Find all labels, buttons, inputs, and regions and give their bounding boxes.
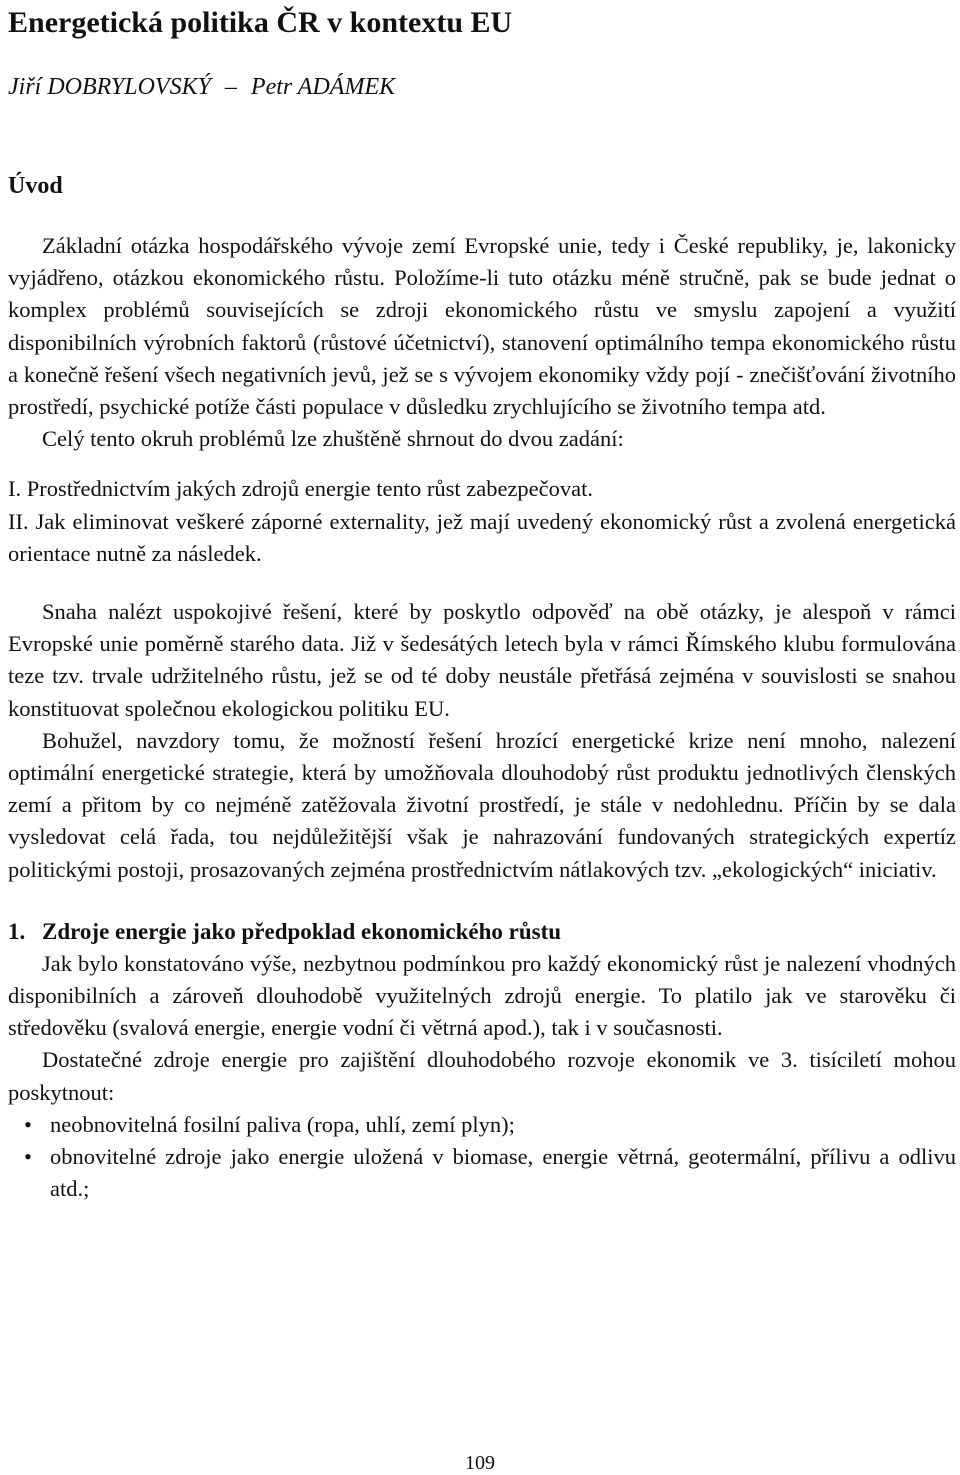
- section-heading-intro: Úvod: [8, 173, 63, 199]
- paragraph: Jak bylo konstatováno výše, nezbytnou podmínkou pro každý ekonomický růst je nalezení vhodných disponibilních a zároveň dlouhodobě využitelných zdrojů energie. To platilo jak ve starověku či středověku (svalová energie, energie vodní či větrná apod.), tak i v současnosti.: [8, 950, 956, 1041]
- chapter-heading: [8, 916, 956, 948]
- question-item: II. Jak eliminovat veškeré záporné externality, jež mají uvedený ekonomický růst a zvolená energetická orientace nutně za následek.: [8, 508, 956, 566]
- question-item: I. Prostřednictvím jakých zdrojů energie tento růst zabezpečovat.: [8, 476, 593, 502]
- paragraph: Základní otázka hospodářského vývoje zemí Evropské unie, tedy i České republiky, je, lakonicky vyjádřeno, otázkou ekonomického růstu. Položíme-li tuto otázku méně stručně, pak se bude jednat o komplex problémů souvisejících se zdroji ekonomického růstu ve smyslu zapojení a využití disponibilních výrobních faktorů (růstové účetnictví), stanovení optimálního tempa ekonomického růstu a konečně řešení všech negativních jevů, jež se s vývojem ekonomiky vždy pojí - znečišťování životního prostředí, psychické potíže části populace v důsledku zrychlujícího se životního tempa atd.: [8, 233, 956, 420]
- bullet-icon: •: [24, 1111, 32, 1137]
- bullet-icon: •: [24, 1144, 32, 1170]
- author-first: Jiří DOBRYLOVSKÝ: [8, 74, 211, 100]
- list-item-text: obnovitelné zdroje jako energie uložená v biomase, energie větrná, geotermální, přílivu a odlivu atd.;: [50, 1144, 956, 1202]
- page-number: 109: [465, 1452, 495, 1474]
- list-item-text: neobnovitelná fosilní paliva (ropa, uhlí, zemí plyn);: [50, 1111, 515, 1137]
- paragraph: Celý tento okruh problémů lze zhuštěně shrnout do dvou zadání:: [42, 426, 624, 452]
- article-body: [8, 230, 956, 1205]
- author-second: Petr ADÁMEK: [250, 74, 396, 100]
- chapter-number: 1.: [8, 918, 26, 944]
- list-item: [8, 1109, 956, 1141]
- author-separator: –: [224, 74, 237, 100]
- authors-line: [8, 72, 395, 102]
- list-item: [8, 1141, 956, 1205]
- paragraph: Bohužel, navzdory tomu, že možností řešení hrozící energetické krize není mnoho, nalezení optimální energetické strategie, která by umožňovala dlouhodobý růst produktu jednotlivých členských zemí a přitom by co nejméně zatěžovala životní prostředí, je stále v nedohlednu. Příčin by se dala vysledovat celá řada, tou nejdůležitější však je nahrazování fundovaných strategických expertíz politickými postoji, prosazovaných zejména prostřednictvím nátlakových tzv. „ekologických“ iniciativ.: [8, 727, 956, 882]
- article-title: Energetická politika ČR v kontextu EU: [8, 6, 513, 39]
- energy-sources-list: [8, 1109, 956, 1206]
- paragraph: Snaha nalézt uspokojivé řešení, které by poskytlo odpověď na obě otázky, je alespoň v rámci Evropské unie poměrně starého data. Již v šedesátých letech byla v rámci Římského klubu formulována teze tzv. trvale udržitelného růstu, jež se od té doby neustále přetřásá zejména v souvislosti se snahou konstituovat společnou ekologickou politiku EU.: [8, 599, 956, 721]
- paragraph: Dostatečné zdroje energie pro zajištění dlouhodobého rozvoje ekonomik ve 3. tisíciletí mohou poskytnout:: [8, 1047, 956, 1105]
- chapter-title: Zdroje energie jako předpoklad ekonomického růstu: [42, 918, 562, 944]
